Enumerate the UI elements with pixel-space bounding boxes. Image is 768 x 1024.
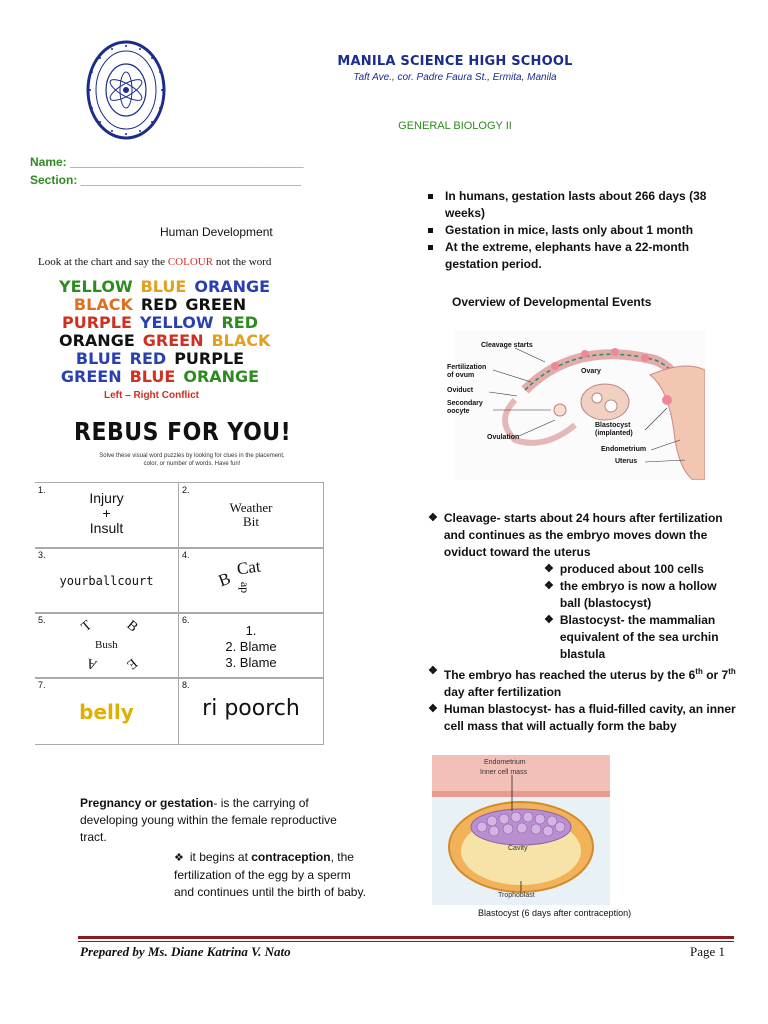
diamond-bullet-icon: ❖ xyxy=(428,512,438,524)
stroop-instruction-colour: COLOUR xyxy=(167,256,214,268)
diamond-bullet-icon: ❖ xyxy=(544,580,554,592)
cleavage-term: Cleavage xyxy=(443,511,497,525)
page-number: Page 1 xyxy=(690,944,726,959)
rebus-num: 4. xyxy=(182,550,190,560)
list-item xyxy=(428,510,738,561)
human-term: Human blastocyst xyxy=(443,702,548,716)
diamond-bullet-icon: ❖ xyxy=(428,665,438,677)
diagram-label: Inner cell mass xyxy=(480,769,528,776)
stroop-instruction-post: not the word xyxy=(213,256,272,268)
pregnancy-sub-pre: it begins at xyxy=(189,850,252,864)
gestation-text: In humans, gestation lasts about 266 days (38 weeks) xyxy=(445,189,707,220)
stroop-word: GREEN xyxy=(60,367,122,386)
rebus-cell-1[interactable] xyxy=(35,482,179,549)
pregnancy-sub-bold: contraception xyxy=(251,850,331,864)
blastocyst-caption: Blastocyst (6 days after contraception) xyxy=(478,908,632,918)
gestation-list xyxy=(428,188,728,273)
rebus-text: 2. Blame xyxy=(225,639,277,654)
diagram-label: Cleavage starts xyxy=(481,342,533,349)
overview-title: Overview of Developmental Events xyxy=(452,295,652,309)
rebus-num: 7. xyxy=(38,680,46,690)
prepared-by: Prepared by Ms. Diane Katrina V. Nato xyxy=(80,944,291,959)
diagram-label: Cavity xyxy=(508,845,528,852)
stroop-word: BLUE xyxy=(75,349,122,368)
reach-pre: The embryo has reached the uterus by the 6 xyxy=(443,668,696,682)
stroop-row xyxy=(55,368,265,386)
reach-sup: th xyxy=(695,667,703,676)
diagram-label: Oviduct xyxy=(447,387,474,394)
diagram-label: Endometrium xyxy=(601,446,647,453)
stroop-word: YELLOW xyxy=(59,277,133,296)
stroop-word: ORANGE xyxy=(183,367,260,386)
stroop-row xyxy=(55,296,265,314)
stroop-instruction-pre: Look at the chart and say the xyxy=(38,256,168,268)
stroop-word: BLUE xyxy=(129,367,176,386)
rebus-text: E xyxy=(123,654,140,672)
pregnancy-definition xyxy=(80,795,365,846)
diagram-label: Ovulation xyxy=(487,434,520,441)
list-item xyxy=(428,188,728,222)
developmental-events-diagram xyxy=(447,330,705,480)
diagram-label: Secondary oocyte xyxy=(447,400,483,415)
list-item xyxy=(428,239,728,273)
section-field[interactable]: Section: _________________________________ xyxy=(30,173,301,187)
reach-sup: th xyxy=(728,667,736,676)
stroop-word: YELLOW xyxy=(139,313,214,332)
stroop-word: RED xyxy=(140,295,178,314)
list-item xyxy=(428,222,728,239)
rebus-text: Bush xyxy=(95,639,118,651)
cleavage-desc: - starts about 24 hours after fertilization and continues as the embryo moves down the oviduct toward the uterus xyxy=(443,511,723,559)
rebus-text: ri poorch xyxy=(202,696,300,721)
list-item xyxy=(428,663,738,701)
course-title: GENERAL BIOLOGY II xyxy=(398,120,512,132)
rebus-cell-6[interactable] xyxy=(178,612,324,679)
stroop-word: ORANGE xyxy=(59,331,135,350)
reach-text xyxy=(444,663,738,701)
diamond-bullet-icon: ❖ xyxy=(428,703,438,715)
stroop-word: GREEN xyxy=(185,295,247,314)
cleavage-sub: the embryo is now a hollow ball (blastocyst) xyxy=(559,579,717,610)
stroop-word: RED xyxy=(221,313,258,332)
rebus-text: belly xyxy=(79,700,134,724)
stroop-row xyxy=(55,350,265,368)
diamond-bullet-icon: ❖ xyxy=(174,852,184,864)
rebus-text: 1. xyxy=(245,623,257,638)
rebus-text: A xyxy=(84,654,100,673)
stroop-word: RED xyxy=(129,349,167,368)
diamond-bullet-icon: ❖ xyxy=(544,614,554,626)
rebus-text: B xyxy=(123,617,141,636)
stroop-caption: Left – Right Conflict xyxy=(104,390,199,401)
topic-title: Human Development xyxy=(160,225,273,239)
stroop-word: BLUE xyxy=(140,277,187,296)
square-bullet-icon xyxy=(428,245,433,250)
stroop-row xyxy=(55,331,271,350)
stroop-word: GREEN xyxy=(142,331,204,350)
rebus-num: 2. xyxy=(182,485,190,495)
stroop-word: BLACK xyxy=(211,331,271,350)
rebus-cell-8[interactable] xyxy=(178,677,324,745)
rebus-title: REBUS FOR YOU! xyxy=(74,418,292,447)
rebus-text: + xyxy=(102,505,111,521)
cleavage-sub: produced about 100 cells xyxy=(559,562,704,576)
rebus-num: 6. xyxy=(182,615,190,625)
footer-divider xyxy=(78,936,734,939)
rebus-num: 3. xyxy=(38,550,46,560)
cleavage-sub: Blastocyst- the mammalian equivalent of the sea urchin blastula xyxy=(559,613,719,661)
school-address: Taft Ave., cor. Padre Faura St., Ermita, Manila xyxy=(353,72,557,83)
list-item xyxy=(544,578,740,612)
stroop-row xyxy=(55,277,271,296)
diagram-label: Trophoblast xyxy=(498,892,535,899)
rebus-num: 1. xyxy=(38,485,46,495)
rebus-text: Weather xyxy=(229,500,273,515)
rebus-cell-3[interactable] xyxy=(35,547,179,614)
diagram-label: Endometrium xyxy=(484,759,526,766)
rebus-instructions: Solve these visual word puzzles by looking for clues in the placement, color, or number of words. Have fun! xyxy=(99,453,285,467)
reach-mid: or 7 xyxy=(702,668,729,682)
list-item xyxy=(544,561,740,578)
rebus-num: 8. xyxy=(182,680,190,690)
pregnancy-term: Pregnancy or gestation xyxy=(80,796,214,810)
rebus-text: Injury xyxy=(89,490,124,506)
stroop-word: PURPLE xyxy=(174,349,245,368)
list-item xyxy=(544,612,740,663)
rebus-text: yourballcourt xyxy=(59,574,154,588)
stroop-word: PURPLE xyxy=(61,313,132,332)
rebus-text: 3. Blame xyxy=(225,655,277,670)
rebus-cell-2[interactable] xyxy=(178,482,324,549)
stroop-word: ORANGE xyxy=(194,277,271,296)
blastocyst-diagram xyxy=(432,755,610,905)
human-blastocyst-text xyxy=(444,701,738,735)
pregnancy-sub-post: , the fertilization of the egg by a sperm and continues until the birth of baby. xyxy=(174,850,366,899)
gestation-text: Gestation in mice, lasts only about 1 month xyxy=(445,223,694,237)
diagram-label: Ovary xyxy=(581,368,601,375)
rebus-text: T xyxy=(78,618,96,636)
diagram-label: Uterus xyxy=(615,458,638,465)
school-seal xyxy=(86,40,166,140)
list-item xyxy=(428,701,738,735)
diagram-label: Fertilization of ovum xyxy=(447,364,487,379)
diamond-bullet-icon: ❖ xyxy=(544,563,554,575)
rebus-num: 5. xyxy=(38,615,46,625)
rebus-text: B xyxy=(215,568,234,591)
stroop-instruction xyxy=(38,256,271,268)
square-bullet-icon xyxy=(428,228,433,233)
stroop-row xyxy=(55,314,265,332)
footer-divider-thin xyxy=(78,941,734,942)
stroop-word: BLACK xyxy=(73,295,133,314)
cleavage-text xyxy=(444,510,738,561)
human-desc: - has a fluid-filled cavity, an inner cell mass that will actually form the baby xyxy=(443,702,736,733)
stroop-grid xyxy=(55,277,271,386)
cleavage-section xyxy=(428,510,738,735)
reach-post: day after fertilization xyxy=(443,685,562,699)
rebus-text: Insult xyxy=(89,520,124,536)
rebus-cell-5[interactable] xyxy=(35,612,179,679)
name-field[interactable]: Name: ___________________________________ xyxy=(30,155,304,169)
rebus-cell-4[interactable] xyxy=(178,547,324,614)
diagram-label: Blastocyst (implanted) xyxy=(595,422,633,437)
gestation-text: At the extreme, elephants have a 22-month gestation period. xyxy=(445,240,690,271)
pregnancy-subpoint xyxy=(174,849,374,901)
rebus-text: ap xyxy=(238,581,253,594)
square-bullet-icon xyxy=(428,194,433,199)
rebus-cell-7[interactable] xyxy=(35,677,179,745)
rebus-text: Cat xyxy=(235,556,262,579)
pregnancy-text: - is the carrying of developing young within the female reproductive tract. xyxy=(80,796,337,844)
rebus-text: Bit xyxy=(243,514,259,529)
school-name: MANILA SCIENCE HIGH SCHOOL xyxy=(337,54,573,69)
